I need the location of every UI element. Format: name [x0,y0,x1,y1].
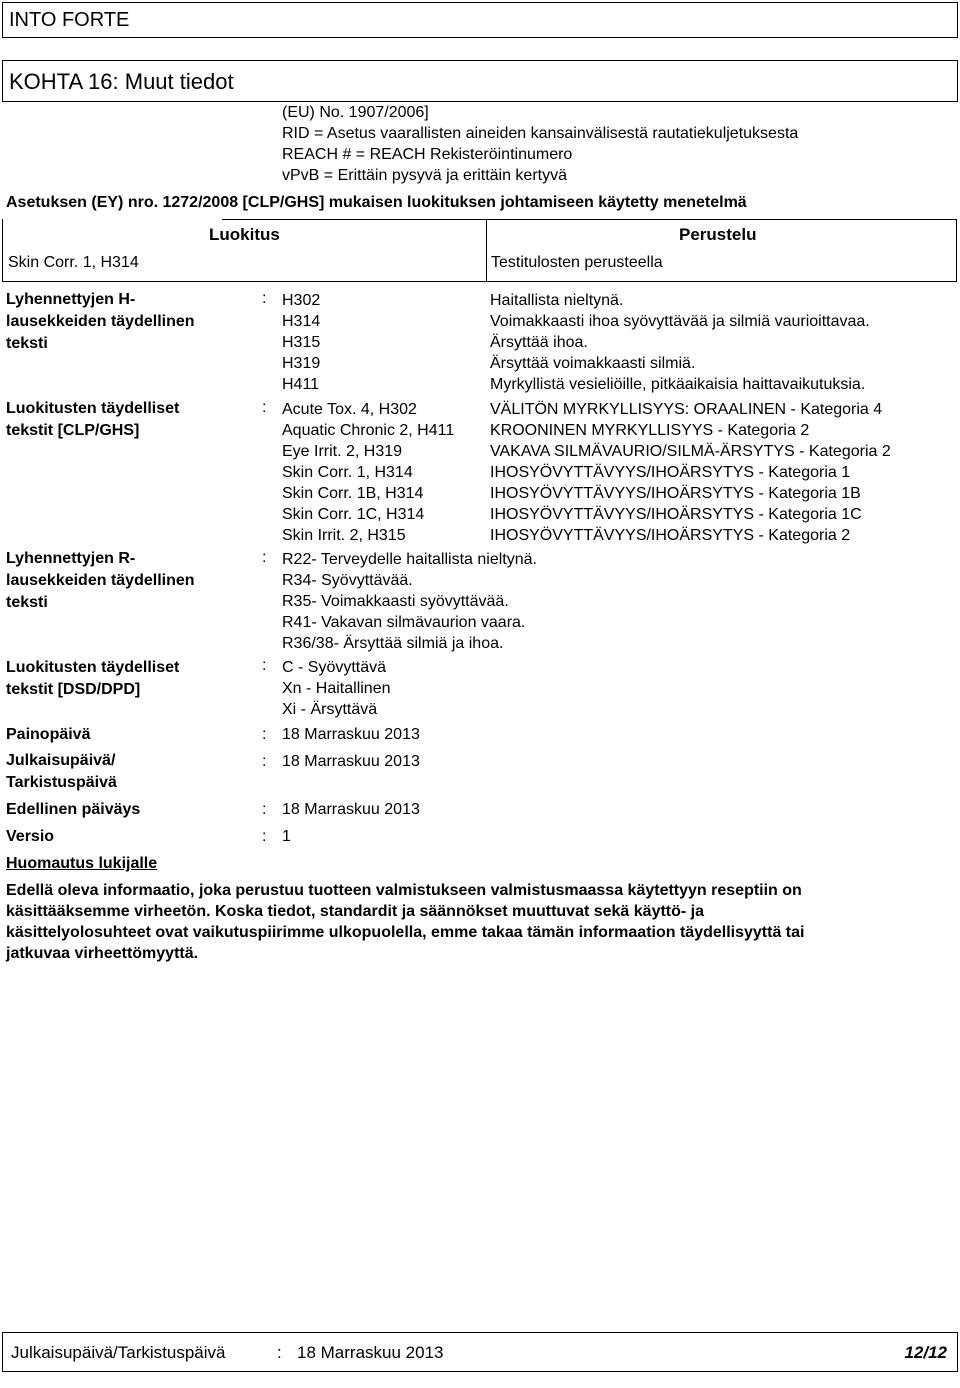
table-cell-classification: Skin Corr. 1, H314 [8,254,139,271]
clp-text: IHOSYÖVYTTÄVYYS/IHOÄRSYTYS - Kategoria 1B [490,485,861,502]
page-number: 12/12 [904,1343,947,1362]
header-bar [2,2,958,38]
previous-date-value: 18 Marraskuu 2013 [282,801,420,818]
abbreviation-line: vPvB = Erittäin pysyvä ja erittäin kertyvä [282,167,567,184]
table-header-basis: Perustelu [679,225,757,244]
r-phrase: R22- Terveydelle haitallista nieltynä. [282,551,537,568]
colon: : [262,657,267,674]
h-text: Ärsyttää ihoa. [490,334,588,351]
colon: : [262,828,267,845]
dsd-item: C - Syövyttävä [282,659,387,676]
table-cell-basis: Testitulosten perusteella [491,254,663,271]
abbreviation-line: RID = Asetus vaarallisten aineiden kansainvälisestä rautatiekuljetuksesta [282,125,799,142]
clp-code: Eye Irrit. 2, H319 [282,443,403,460]
print-date-label: Painopäivä [6,726,91,743]
notice-text [6,880,804,964]
method-table [2,219,957,282]
footer-bar [2,1332,958,1372]
h-code: H319 [282,355,321,372]
abbreviation-list [282,102,798,186]
clp-text: VAKAVA SILMÄVAURIO/SILMÄ-ÄRSYTYS - Kategoria 2 [490,443,891,460]
h-phrase-texts [490,290,870,395]
h-phrase-codes [282,290,320,395]
h-text: Haitallista nieltynä. [490,292,624,309]
h-code: H315 [282,334,321,351]
version-label: Versio [6,828,55,845]
colon: : [262,801,267,818]
issue-date-label: Julkaisupäivä/ Tarkistuspäivä [6,752,117,791]
clp-code: Aquatic Chronic 2, H411 [282,422,455,439]
clp-code: Acute Tox. 4, H302 [282,401,417,418]
h-code: H302 [282,292,321,309]
clp-codes [282,399,454,546]
r-phrase: R35- Voimakkaasti syövyttävää. [282,593,509,610]
table-header-classification: Luokitus [209,225,280,244]
notice-title: Huomautus lukijalle [6,855,158,872]
footer-label: Julkaisupäivä/Tarkistuspäivä [11,1343,226,1362]
h-text: Voimakkaasti ihoa syövyttävää ja silmiä vaurioittavaa. [490,313,870,330]
clp-text: IHOSYÖVYTTÄVYYS/IHOÄRSYTYS - Kategoria 2 [490,527,851,544]
clp-texts [490,399,891,546]
notice-line: käsittääksemme virheetön. Koska tiedot, standardit ja säännökset muuttuvat sekä käyttö- ja [6,903,705,920]
colon: : [262,753,267,770]
r-phrase-list [282,549,537,654]
section-title-bar [2,60,958,102]
dsd-item: Xi - Ärsyttävä [282,701,378,718]
abbreviation-line: REACH # = REACH Rekisteröintinumero [282,146,573,163]
clp-text: IHOSYÖVYTTÄVYYS/IHOÄRSYTYS - Kategoria 1C [490,506,862,523]
version-value: 1 [282,828,291,845]
clp-code: Skin Corr. 1C, H314 [282,506,425,523]
colon: : [277,1343,282,1362]
clp-text: VÄLITÖN MYRKYLLISYYS: ORAALINEN - Kategoria 4 [490,401,883,418]
notice-line: Edellä oleva informaatio, joka perustuu tuotteen valmistukseen valmistusmaassa käytettyyn reseptiin on [6,882,802,899]
clp-text: KROONINEN MYRKYLLISYYS - Kategoria 2 [490,422,810,439]
h-phrases-label: Lyhennettyjen H- lausekkeiden täydellinen teksti [6,291,195,352]
issue-date-value: 18 Marraskuu 2013 [282,753,420,770]
previous-date-label: Edellinen päiväys [6,801,141,818]
h-text: Myrkyllistä vesieliöille, pitkäaikaisia haittavaikutuksia. [490,376,866,393]
abbreviation-line: (EU) No. 1907/2006] [282,104,429,121]
dsd-item: Xn - Haitallinen [282,680,391,697]
r-phrases-label: Lyhennettyjen R- lausekkeiden täydellinen teksti [6,550,195,611]
colon: : [262,290,267,307]
notice-line: käsittelyolosuhteet ovat vaikutuspiirimme ulkopuolella, emme takaa tämän informaation täydellisyyttä tai [6,924,805,941]
clp-text: IHOSYÖVYTTÄVYYS/IHOÄRSYTYS - Kategoria 1 [490,464,851,481]
notice-line: jatkuvaa virheettömyyttä. [6,945,199,962]
brand-name: INTO FORTE [9,9,130,31]
dsd-list [282,657,391,720]
colon: : [262,399,267,416]
clp-code: Skin Corr. 1B, H314 [282,485,424,502]
r-phrase: R34- Syövyttävää. [282,572,413,589]
dsd-full-label: Luokitusten täydelliset tekstit [DSD/DPD] [6,659,180,698]
clp-code: Skin Irrit. 2, H315 [282,527,406,544]
print-date-value: 18 Marraskuu 2013 [282,726,420,743]
clp-method-heading: Asetuksen (EY) nro. 1272/2008 [CLP/GHS] mukaisen luokituksen johtamiseen käytetty menetelmä [6,194,747,211]
colon: : [262,726,267,743]
h-code: H411 [282,376,320,393]
section-title: KOHTA 16: Muut tiedot [9,69,234,94]
r-phrase: R41- Vakavan silmävaurion vaara. [282,614,526,631]
footer-date: 18 Marraskuu 2013 [297,1343,444,1362]
h-text: Ärsyttää voimakkaasti silmiä. [490,355,696,372]
clp-code: Skin Corr. 1, H314 [282,464,413,481]
r-phrase: R36/38- Ärsyttää silmiä ja ihoa. [282,635,504,652]
h-code: H314 [282,313,321,330]
colon: : [262,549,267,566]
clp-full-label: Luokitusten täydelliset tekstit [CLP/GHS] [6,400,180,439]
